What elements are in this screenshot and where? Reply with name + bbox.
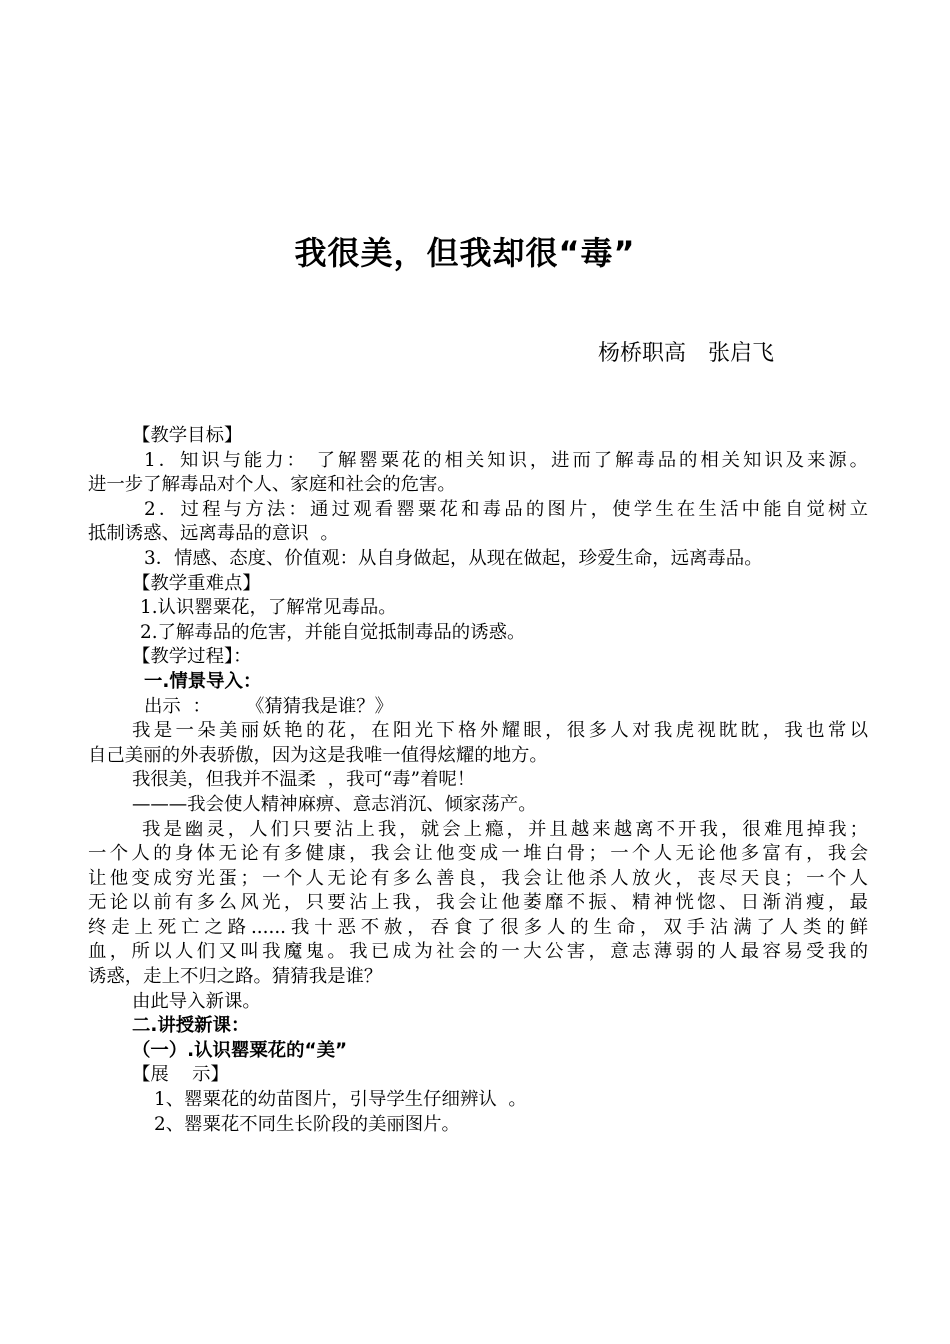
paragraph-2: 我很美，但我并不温柔 ，我可“毒”着呢！: [132, 769, 476, 791]
paragraph-4-line-1: 我是幽灵，人们只要沾上我，就会上瘾，并且越来越离不开我，很难甩掉我；: [142, 818, 868, 840]
key-point-1: 1.认识罂粟花，了解常见毒品。: [140, 597, 397, 619]
objective-2-line-2: 抵制诱惑、远离毒品的意识 。: [88, 523, 339, 545]
paragraph-3: ———我会使人精神麻痹、意志消沉、倾家荡产。: [132, 793, 537, 815]
objective-2-line-1: 2．过程与方法：通过观看罂粟花和毒品的图片，使学生在生活中能自觉树立: [144, 498, 868, 520]
paragraph-4-line-5: 终走上死亡之路......我十恶不赦，吞食了很多人的生命，双手沾满了人类的鲜: [88, 916, 868, 938]
section-heading-process: 【教学过程】：: [132, 646, 252, 668]
display-heading: 【展 示】: [132, 1064, 229, 1086]
section-heading-objectives: 【教学目标】: [132, 425, 243, 446]
subheading-intro: 一.情景导入：: [144, 670, 262, 692]
display-item-1: 1、罂粟花的幼苗图片，引导学生仔细辨认 。: [154, 1089, 527, 1111]
objective-1-line-1: 1．知识与能力： 了解罂粟花的相关知识，进而了解毒品的相关知识及来源。: [144, 449, 868, 471]
display-item-2: 2、罂粟花不同生长阶段的美丽图片。: [154, 1113, 460, 1135]
paragraph-4-line-2: 一个人的身体无论有多健康，我会让他变成一堆白骨；一个人无论他多富有，我会: [88, 843, 868, 865]
author-line: 杨桥职高 张启飞: [598, 341, 775, 366]
subheading-poppy-beauty: （一）.认识罂粟花的“美”: [132, 1039, 348, 1061]
key-point-2: 2.了解毒品的危害，并能自觉抵制毒品的诱惑。: [140, 621, 526, 643]
paragraph-4-line-4: 无论以前有多么风光，只要沾上我，我会让他萎靡不振、精神恍惚、日渐消瘦，最: [88, 892, 868, 914]
document-body: [88, 424, 868, 1137]
paragraph-1-line-1: 我是一朵美丽妖艳的花，在阳光下格外耀眼，很多人对我虎视眈眈，我也常以: [132, 720, 868, 742]
paragraph-4-line-3: 让他变成穷光蛋；一个人无论有多么善良，我会让他杀人放火，丧尽天良；一个人: [88, 867, 868, 889]
paragraph-4-line-7: 诱惑，走上不归之路。猜猜我是谁？: [88, 966, 383, 988]
paragraph-1-line-2: 自己美丽的外表骄傲，因为这是我唯一值得炫耀的地方。: [88, 744, 548, 766]
page-title: 我很美，但我却很“毒”: [294, 234, 636, 272]
paragraph-4-line-6: 血，所以人们又叫我魔鬼。我已成为社会的一大公害，意志薄弱的人最容易受我的: [88, 941, 868, 963]
objective-1-line-2: 进一步了解毒品对个人、家庭和社会的危害。: [88, 474, 456, 496]
section-heading-key-points: 【教学重难点】: [132, 572, 261, 594]
subheading-new-lesson: 二.讲授新课：: [132, 1015, 250, 1037]
show-riddle: 出示 ： 《猜猜我是谁？》: [144, 695, 394, 717]
objective-3: 3．情感、态度、价值观：从自身做起，从现在做起，珍爱生命，远离毒品。: [144, 547, 763, 569]
paragraph-5: 由此导入新课。: [132, 990, 261, 1012]
